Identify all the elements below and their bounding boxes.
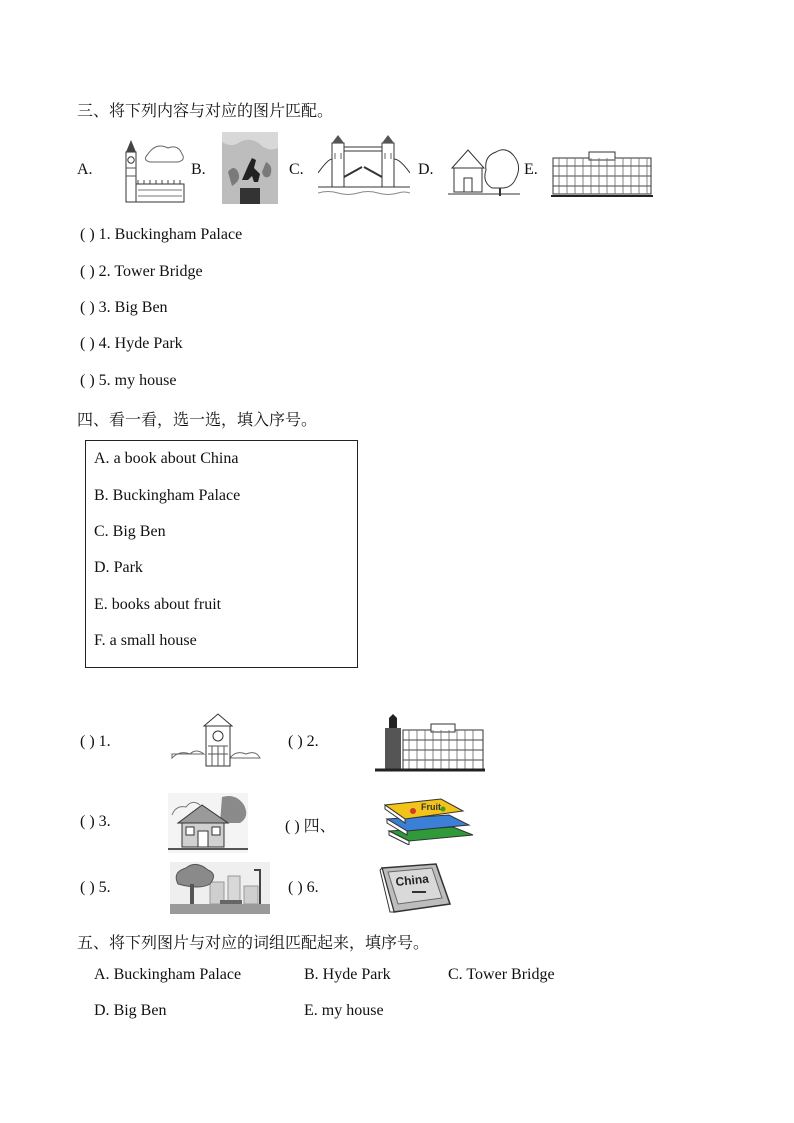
match-item-1 — [80, 226, 242, 244]
palace-picture — [373, 704, 485, 774]
big-ben-picture — [116, 134, 186, 204]
picture-item-5 — [80, 879, 111, 897]
item-text: Hyde Park — [114, 335, 183, 352]
tower-bridge-picture — [318, 133, 410, 203]
option-letter: D. — [94, 1002, 110, 1019]
answer-blank[interactable]: ( ) — [285, 818, 300, 835]
fruit-books-picture — [383, 797, 475, 845]
item-number: 1. — [98, 226, 111, 243]
option-text: Tower Bridge — [466, 966, 555, 983]
phrase-option-e — [304, 1002, 384, 1020]
option-text: Big Ben — [113, 1002, 167, 1019]
phrase-option-d — [94, 1002, 166, 1020]
answer-blank[interactable]: ( ) — [80, 879, 95, 896]
word-option-e — [94, 596, 221, 614]
option-letter: C. — [448, 966, 463, 983]
answer-blank[interactable]: ( ) — [80, 372, 95, 389]
answer-blank[interactable]: ( ) — [80, 335, 95, 352]
item-number: 2. — [98, 263, 111, 280]
item-text: my house — [114, 372, 177, 389]
option-letter: A. — [94, 450, 110, 467]
item-number: 5. — [98, 372, 111, 389]
answer-blank[interactable]: ( ) — [288, 879, 303, 896]
option-text: books about fruit — [111, 596, 222, 613]
picture-item-3 — [80, 813, 111, 831]
option-text: Buckingham Palace — [112, 487, 241, 504]
match-item-5 — [80, 372, 176, 390]
answer-blank[interactable]: ( ) — [80, 226, 95, 243]
phrase-option-a — [94, 966, 241, 984]
item-number: 6. — [306, 879, 319, 896]
statue-picture — [222, 132, 278, 204]
option-text: a book about China — [113, 450, 239, 467]
park-picture — [170, 862, 270, 914]
option-letter: F. — [94, 632, 106, 649]
item-number: 5. — [98, 879, 111, 896]
option-text: Park — [113, 559, 143, 576]
phrase-option-b — [304, 966, 391, 984]
word-option-a — [94, 450, 238, 468]
picture-label-b: B. — [191, 161, 206, 178]
picture-label-c: C. — [289, 161, 304, 178]
palace-picture — [551, 148, 653, 198]
option-letter: B. — [304, 966, 319, 983]
picture-item-2 — [288, 733, 319, 751]
section4-heading: 四、看一看，选一选，填入序号。 — [77, 412, 318, 429]
match-item-3 — [80, 299, 168, 317]
option-letter: A. — [94, 966, 110, 983]
small-house-picture — [168, 793, 248, 853]
picture-label-a: A. — [77, 161, 93, 178]
answer-blank[interactable]: ( ) — [80, 813, 95, 830]
word-option-d — [94, 559, 143, 577]
option-text: Buckingham Palace — [113, 966, 242, 983]
option-letter: D. — [94, 559, 110, 576]
picture-item-6 — [288, 879, 319, 897]
option-letter: B. — [94, 487, 109, 504]
item-number: 四、 — [303, 818, 336, 835]
phrase-option-c — [448, 966, 555, 984]
match-item-4 — [80, 335, 183, 353]
picture-label-e: E. — [524, 161, 538, 178]
picture-label-d: D. — [418, 161, 434, 178]
item-text: Tower Bridge — [114, 263, 203, 280]
item-text: Big Ben — [114, 299, 168, 316]
china-book-picture — [378, 862, 454, 914]
china-book-title: China — [394, 871, 430, 889]
option-letter: E. — [304, 1002, 318, 1019]
option-letter: C. — [94, 523, 109, 540]
word-option-f — [94, 632, 197, 650]
section5-heading: 五、将下列图片与对应的词组匹配起来，填序号。 — [77, 935, 430, 952]
item-number: 4. — [98, 335, 111, 352]
match-item-2 — [80, 263, 203, 281]
item-number: 3. — [98, 813, 111, 830]
option-text: Big Ben — [112, 523, 166, 540]
option-text: a small house — [109, 632, 197, 649]
picture-item-4 — [285, 813, 336, 836]
option-text: Hyde Park — [322, 966, 391, 983]
answer-blank[interactable]: ( ) — [80, 299, 95, 316]
word-option-c — [94, 523, 166, 541]
item-text: Buckingham Palace — [114, 226, 243, 243]
answer-blank[interactable]: ( ) — [80, 263, 95, 280]
house-picture — [448, 138, 520, 198]
item-number: 1. — [98, 733, 111, 750]
fruit-book-title: Fruit — [421, 802, 441, 812]
item-number: 3. — [98, 299, 111, 316]
item-number: 2. — [306, 733, 319, 750]
section3-heading: 三、将下列内容与对应的图片匹配。 — [77, 103, 334, 120]
answer-blank[interactable]: ( ) — [288, 733, 303, 750]
option-text: my house — [321, 1002, 384, 1019]
word-option-b — [94, 487, 240, 505]
picture-item-1 — [80, 733, 111, 751]
option-letter: E. — [94, 596, 108, 613]
answer-blank[interactable]: ( ) — [80, 733, 95, 750]
big-ben-picture — [168, 712, 264, 768]
